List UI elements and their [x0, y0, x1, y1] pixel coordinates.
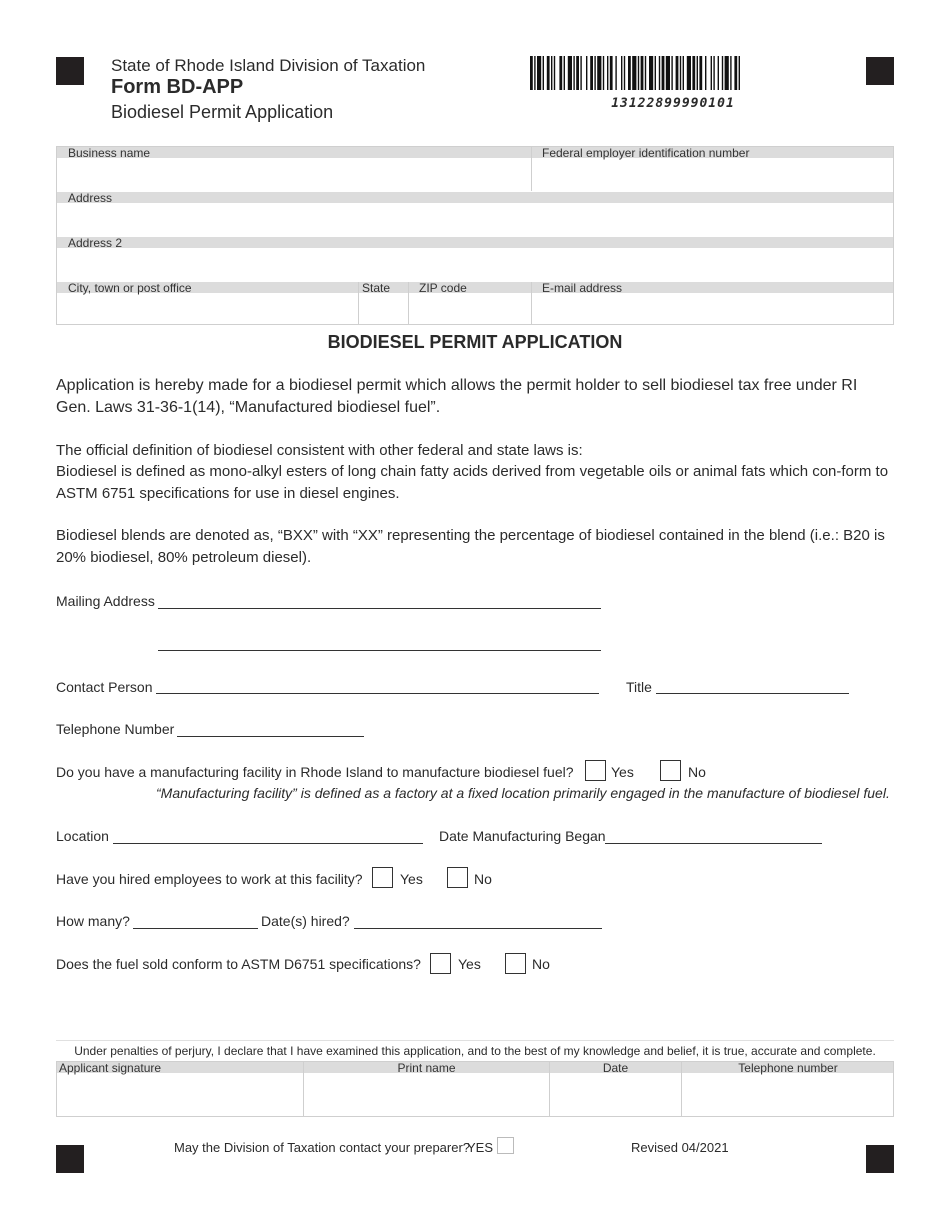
revision-date: Revised 04/2021	[631, 1140, 729, 1155]
dates-hired-label: Date(s) hired?	[261, 913, 350, 929]
title-line[interactable]	[656, 693, 849, 694]
employees-question: Have you hired employees to work at this facility?	[56, 871, 363, 887]
telephone-line[interactable]	[177, 736, 364, 737]
form-id: Form BD-APP	[111, 76, 244, 98]
applicant-signature-field[interactable]	[57, 1074, 302, 1117]
blends-paragraph: Biodiesel blends are denoted as, “BXX” with “XX” representing the percentage of biodiesel contained in the blend (i.e.: B20 is 20% biodiesel, 80% petroleum diesel).	[56, 527, 885, 566]
business-name-label: Business name	[68, 146, 151, 160]
email-field[interactable]	[532, 294, 894, 325]
barcode	[530, 56, 816, 90]
preparer-question: May the Division of Taxation contact your preparer?	[174, 1140, 471, 1155]
telephone-number-field[interactable]	[682, 1074, 894, 1117]
title-label: Title	[626, 679, 652, 695]
email-label: E-mail address	[542, 281, 623, 295]
page-heading: BIODIESEL PERMIT APPLICATION	[327, 332, 623, 352]
zip-label: ZIP code	[419, 281, 467, 295]
facility-question: Do you have a manufacturing facility in Rhode Island to manufacture biodiesel fuel?	[56, 764, 574, 780]
business-name-field[interactable]	[57, 159, 530, 191]
facility-no-label: No	[688, 764, 706, 780]
zip-field[interactable]	[409, 294, 530, 325]
date-began-line[interactable]	[605, 843, 822, 844]
print-name-label: Print name	[397, 1061, 456, 1075]
employees-no-label: No	[474, 871, 492, 887]
form-title: Biodiesel Permit Application	[111, 102, 334, 122]
definition-intro: The official definition of biodiesel consistent with other federal and state laws is:	[56, 442, 583, 459]
perjury-statement: Under penalties of perjury, I declare that I have examined this application, and to the best of my knowledge and belief, it is true, accurate and complete.	[56, 1040, 894, 1058]
preparer-yes-checkbox[interactable]	[497, 1137, 514, 1154]
taxpayer-info-grid	[56, 146, 894, 325]
astm-no-label: No	[532, 956, 550, 972]
date-began-label: Date Manufacturing Began	[439, 828, 606, 844]
print-name-field[interactable]	[304, 1074, 548, 1117]
definition-text: Biodiesel is defined as mono-alkyl esters of long chain fatty acids derived from vegetable oils or animal fats which con-form to ASTM 6751 specifications for use in diesel engines.	[56, 463, 889, 502]
facility-yes-checkbox[interactable]	[585, 760, 606, 781]
astm-question: Does the fuel sold conform to ASTM D6751 specifications?	[56, 956, 421, 972]
address-label: Address	[68, 191, 113, 205]
registration-mark-top-right	[866, 57, 894, 85]
city-label: City, town or post office	[68, 281, 192, 295]
mailing-address-line-2[interactable]	[158, 650, 601, 651]
astm-yes-checkbox[interactable]	[430, 953, 451, 974]
address2-field[interactable]	[57, 249, 894, 281]
address-field[interactable]	[57, 204, 894, 236]
intro-paragraph: Application is hereby made for a biodiesel permit which allows the permit holder to sell biodiesel tax free under RI Gen. Laws 31-36-1(14), “Manufactured biodiesel fuel”.	[56, 377, 858, 416]
fein-label: Federal employer identification number	[542, 146, 750, 160]
preparer-yes-label: YES	[467, 1140, 494, 1155]
registration-mark-bottom-right	[866, 1145, 894, 1173]
employees-yes-label: Yes	[400, 871, 423, 887]
contact-person-label: Contact Person	[56, 679, 153, 695]
state-field[interactable]	[359, 294, 407, 325]
address2-label: Address 2	[68, 236, 123, 250]
barcode-number: 13122899990101	[611, 96, 735, 111]
date-field[interactable]	[550, 1074, 680, 1117]
location-line[interactable]	[113, 843, 423, 844]
telephone-number-label: Telephone number	[738, 1061, 838, 1075]
telephone-label: Telephone Number	[56, 721, 175, 737]
how-many-label: How many?	[56, 913, 130, 929]
location-label: Location	[56, 828, 109, 844]
fein-field[interactable]	[532, 159, 894, 191]
registration-mark-bottom-left	[56, 1145, 84, 1173]
dates-hired-line[interactable]	[354, 928, 602, 929]
contact-person-line[interactable]	[156, 693, 599, 694]
mailing-address-label: Mailing Address	[56, 593, 155, 609]
facility-definition-note: “Manufacturing facility” is defined as a factory at a fixed location primarily engaged in the manufacture of biodiesel fuel.	[156, 785, 890, 801]
registration-mark-top-left	[56, 57, 84, 85]
how-many-line[interactable]	[133, 928, 258, 929]
agency-name: State of Rhode Island Division of Taxation	[111, 56, 426, 75]
applicant-signature-label: Applicant signature	[59, 1061, 162, 1075]
mailing-address-line-1[interactable]	[158, 608, 601, 609]
facility-yes-label: Yes	[611, 764, 634, 780]
employees-yes-checkbox[interactable]	[372, 867, 393, 888]
state-label: State	[362, 281, 391, 295]
employees-no-checkbox[interactable]	[447, 867, 468, 888]
date-label: Date	[602, 1061, 629, 1075]
signature-grid	[56, 1061, 894, 1117]
astm-yes-label: Yes	[458, 956, 481, 972]
astm-no-checkbox[interactable]	[505, 953, 526, 974]
facility-no-checkbox[interactable]	[660, 760, 681, 781]
city-field[interactable]	[57, 294, 357, 325]
